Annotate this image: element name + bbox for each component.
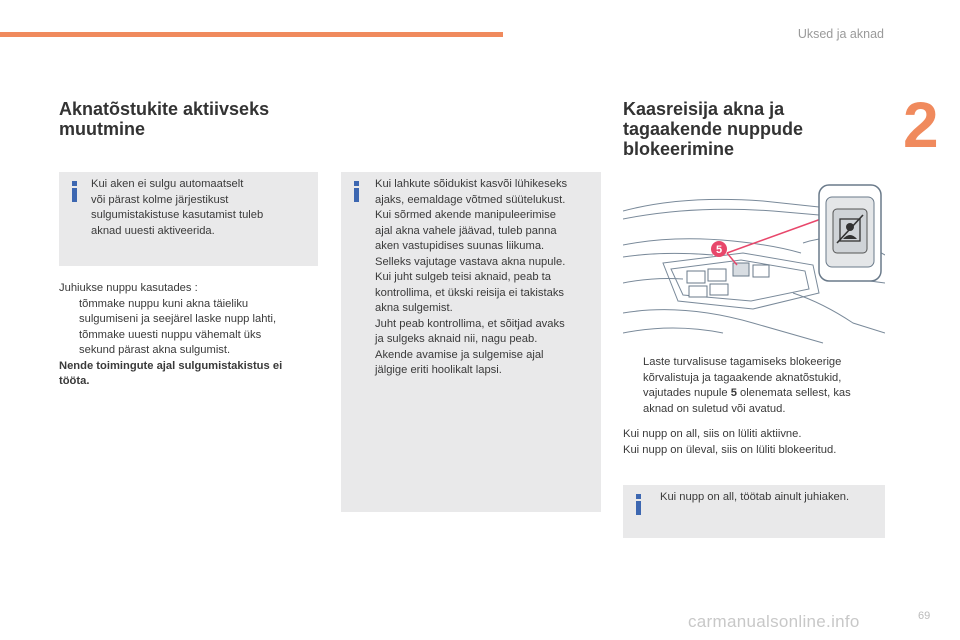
state-active-text: Kui nupp on all, siis on lüliti aktiivne. (623, 428, 802, 440)
top-accent-bar (0, 32, 503, 37)
info-text: Kui nupp on all, töötab ainult juhiaken. (660, 491, 850, 503)
door-switch-image (623, 183, 885, 345)
info-text: Kui aken ei sulgu automaatselt või pärast kolme järjestikust sulgumistakistuse kasutamist tuleb aknad uuesti aktiveerida. (91, 178, 264, 237)
right-body (623, 355, 885, 458)
info-icon (354, 181, 360, 202)
list-item: Laste turvalisuse tagamiseks blokeerige kõrvalistuja ja tagaakende aknatõstukid, vajutades nupule 5 olenemata sellest, kas aknad on suletud või avatud. (643, 356, 851, 415)
door-panel-illustration (623, 183, 885, 345)
info-text: Kui lahkute sõidukist kasvõi lühikeseks ajaks, eemaldage võtmed süütelukust. Kui sõrmed akende manipuleerimise ajal akna vahele jäävad, tuleb panna aken vastupidises suunas liikuma. Selleks vajutage vastava akna nupule. Kui juht sulgeb teisi aknaid, peab ta kontrollima, et ükski reisija ei takistaks akna sulgemist. Juht peab kontrollima, et sõitjad avaks ja sulgeks aknaid nii, nagu peab. Akende avamise ja sulgemise ajal jälgige eriti hoolikalt lapsi. (375, 178, 568, 376)
warning-note: Nende toimingute ajal sulgumistakistus ei tööta. (59, 359, 283, 387)
chapter-number: 2 (903, 89, 939, 161)
list-item: tõmmake nuppu kuni akna täieliku sulgumiseni ja seejärel laske nupp lahti, (79, 297, 277, 325)
intro-text: Juhiukse nuppu kasutades : (59, 282, 198, 294)
info-box-safety (341, 172, 601, 512)
section-title: Uksed ja aknad (797, 27, 884, 41)
callout-number: 5 (715, 244, 723, 256)
left-body (59, 281, 321, 390)
info-icon (72, 181, 78, 202)
info-box-reactivation (59, 172, 318, 266)
info-box-driver-only (623, 485, 885, 538)
watermark: carmanualsonline.info (688, 612, 860, 631)
page-number: 69 (918, 610, 931, 622)
right-heading: Kaasreisija akna ja tagaakende nuppude blokeerimine (623, 99, 804, 159)
list-item: tõmmake uuesti nuppu vähemalt üks sekund pärast akna sulgumist. (79, 328, 262, 356)
state-locked-text: Kui nupp on üleval, siis on lüliti blokeeritud. (623, 443, 837, 456)
left-heading: Aknatõstukite aktiivseks muutmine (59, 99, 270, 139)
info-icon (636, 494, 642, 515)
